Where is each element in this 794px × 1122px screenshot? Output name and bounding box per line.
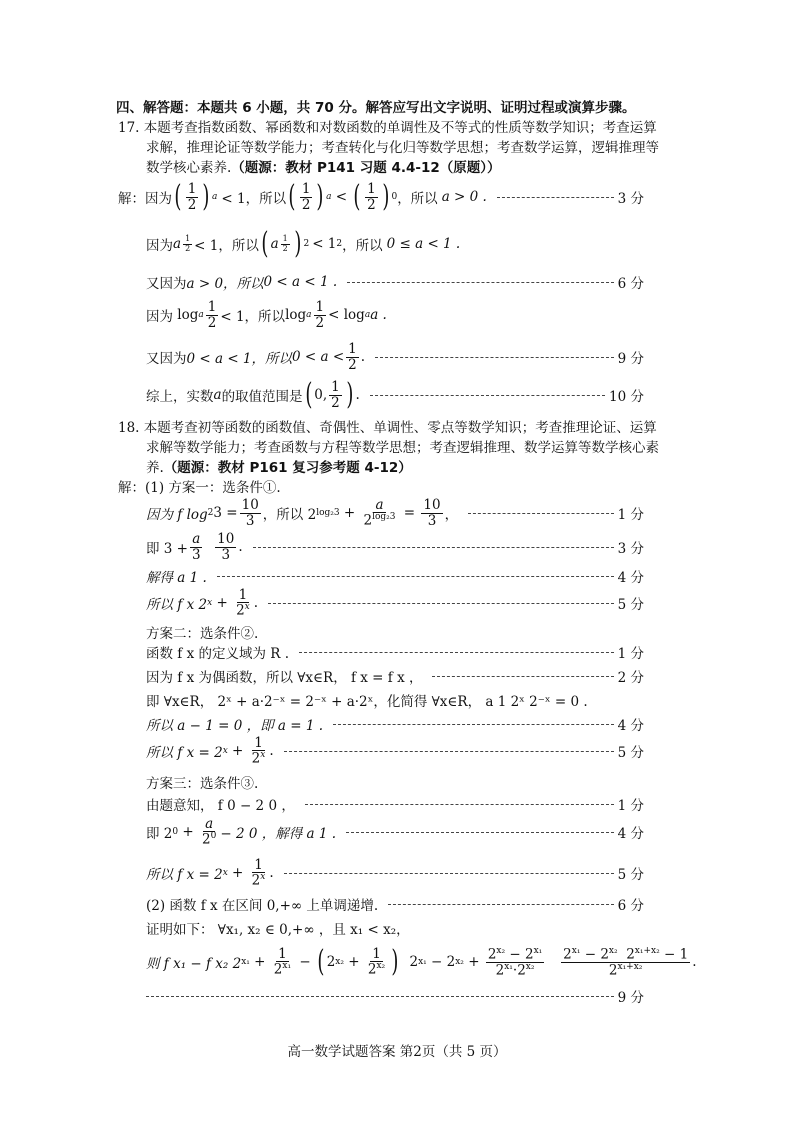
section-heading: 四、解答题：本题共 6 小题，共 70 分。解答应写出文字说明、证明过程或演算步骤。 (116, 100, 636, 116)
q17-intro-line3: 数学核心素养. （题源：教材 P141 习题 4.4-12（原题）） (146, 160, 501, 176)
q18-final (146, 986, 794, 1006)
score-label: 1 分 (617, 646, 644, 662)
q18-b1: 函数 f x 的定义域为 R . 1 分 (146, 642, 794, 662)
q18-a2: 即 3 + $\frac{a}{3}$ $\frac{10}{3}$ . 3 分 (146, 531, 644, 563)
q18-a1: 因为 f log 2 3 = $\frac{10}{3}$ ，所以 2 log₂3 + $\frac{a}{2^{log_23}}$ = $\frac{10}{3}$ ， 1 分 (146, 497, 644, 529)
q18-c2: 即 2 0 + $\frac{a}{2^0}$ − 2 0 ，解得 a 1 . 4 分 (146, 816, 644, 848)
q17-intro-line1: 17. 本题考查指数函数、幂函数和对数函数的单调性及不等式的性质等数学知识；考查运算 (118, 120, 657, 136)
score-label: 6 分 (617, 898, 644, 914)
q18-b2: 因为 f x 为偶函数，所以 ∀x∈R， f x = f x ， 2 分 (146, 666, 794, 686)
q18-p3: 证明如下： ∀x₁, x₂ ∈ 0,+∞ ，且 x₁ < x₂， (146, 922, 410, 938)
q18-intro-line1: 18. 本题考查初等函数的函数值、奇偶性、单调性、零点等数学知识；考查推理论证、运算 (118, 420, 657, 436)
score-label: 1 分 (617, 507, 644, 523)
page-footer: 高一数学试题答案 第2页（共 5 页） (287, 1044, 507, 1060)
score-label: 4 分 (617, 718, 644, 734)
q18-b3: 即 ∀x∈R， 2ˣ + a·2⁻ˣ = 2⁻ˣ + a·2ˣ，化简得 ∀x∈R， a 1 2ˣ 2⁻ˣ = 0 . (146, 694, 588, 710)
score-label: 10 分 (609, 389, 644, 405)
score-label: 5 分 (617, 597, 644, 613)
q18-p2: (2) 函数 f x 在区间 0,+∞ 上单调递增. 6 分 (146, 894, 794, 914)
score-label: 5 分 (617, 745, 644, 761)
score-label: 2 分 (617, 670, 644, 686)
q18-c3: 所以 f x = 2 x + $\frac{1}{2^x}$ . 5 分 (146, 857, 644, 889)
q18-b4: 所以 a − 1 = 0 ，即 a = 1 . 4 分 (146, 714, 794, 734)
q17-step2: 因为 a $\frac{1}{2}$ < 1，所以 ( a $\frac{1}{2}$ ) 2 < 1 2 ，所以 0 ≤ a < 1 . (146, 226, 461, 261)
score-label: 3 分 (617, 191, 644, 207)
score-label: 1 分 (617, 798, 644, 814)
q17-step4: 因为 log a $\frac{1}{2}$ < 1，所以 log a $\frac{1}{2}$ < log a a . (146, 299, 387, 331)
q18-a4: 所以 f x 2 x + $\frac{1}{2^x}$ . 5 分 (146, 587, 644, 619)
score-label: 9 分 (617, 351, 644, 367)
q18-part1-head: 解：(1) 方案一：选条件①. (118, 480, 281, 496)
q17-step3: 又因为 a > 0，所以 0 < a < 1 . 6 分 (146, 274, 644, 292)
q18-c-head: 方案三：选条件③. (146, 776, 259, 792)
score-label: 3 分 (617, 541, 644, 557)
score-label: 5 分 (617, 867, 644, 883)
score-label: 4 分 (617, 570, 644, 586)
q18-intro-line3: 养. （题源：教材 P161 复习参考题 4-12） (146, 460, 412, 476)
q17-intro-line2: 求解，推理论证等数学能力；考查转化与化归等数学思想；考查数学运算，逻辑推理等 (146, 140, 659, 156)
score-label: 9 分 (617, 990, 644, 1006)
q18-c1: 由题意知， f 0 − 2 0 ， 1 分 (146, 794, 794, 814)
score-label: 4 分 (617, 826, 644, 842)
q18-intro-line2: 求解等数学能力；考查函数与方程等数学思想；考查逻辑推理、数学运算等数学核心素 (146, 440, 659, 456)
q18-p4: 则 f x₁ − f x₂ 2 x₁ + $\frac{1}{2^{x_1}}$ − ( 2 x₂ + $\frac{1}{2^{x_2}}$ ) 2 x₁ − 2 x₂ + $\frac{2^{x_2} - 2^{x_1}}{2^{x_1}\cdot 2^{x_2}}$ $\frac{2^{x_1} - 2^{x_2} 2^{x_1+x_2} - 1}{2^{x_1+x_2}}$ . (146, 944, 697, 979)
q18-b-head: 方案二：选条件②. (146, 626, 259, 642)
q17-step6: 综上，实数 a 的取值范围是 ( 0, $\frac{1}{2}$ ) . 10 分 (146, 377, 644, 412)
q18-a3: 解得 a 1 . 4 分 (146, 566, 794, 586)
score-label: 6 分 (617, 276, 644, 292)
q17-step1: 解：因为 ( $\frac{1}{2}$ ) a < 1，所以 ( $\frac{1}{2}$ ) a < ( $\frac{1}{2}$ ) 0 ，所以 a > 0 . 3 分 (118, 179, 644, 214)
q17-step5: 又因为 0 < a < 1，所以 0 < a < $\frac{1}{2}$ . 9 分 (146, 341, 644, 373)
q18-b5: 所以 f x = 2 x + $\frac{1}{2^x}$ . 5 分 (146, 735, 644, 767)
